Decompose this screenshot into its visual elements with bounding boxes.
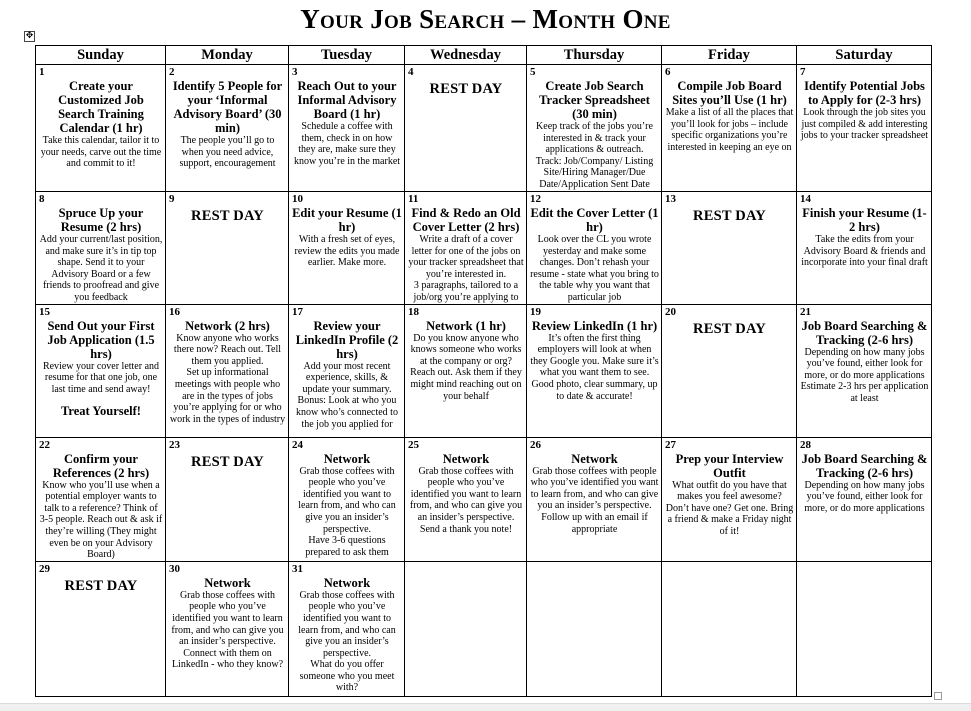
day-number: 29 — [39, 562, 50, 575]
calendar-day-cell[interactable] — [405, 192, 527, 305]
cell-content — [530, 65, 659, 191]
cell-content — [665, 192, 794, 304]
cell-content — [665, 438, 794, 561]
task-description: Take this calendar, tailor it to your needs, carve out the time and commit to it! — [40, 135, 162, 170]
day-number: 20 — [665, 305, 676, 318]
calendar-day-cell[interactable] — [289, 304, 405, 437]
calendar-day-cell[interactable] — [36, 65, 166, 192]
rest-day-label: REST DAY — [191, 453, 264, 470]
task-description: Know anyone who works there now? Reach out. Tell them you applied. Set up informational meetings with people who are in the types of jobs you’re applying for or who work in the types of industry — [169, 332, 286, 425]
day-number: 1 — [39, 66, 45, 78]
day-number: 7 — [800, 66, 806, 78]
calendar-day-cell[interactable] — [166, 192, 289, 305]
cell-content — [800, 192, 929, 304]
day-number: 19 — [530, 305, 541, 318]
cell-content — [530, 192, 659, 304]
task-title: Edit your Resume (1 hr) — [292, 206, 402, 234]
calendar-day-cell[interactable] — [289, 437, 405, 561]
day-number: 4 — [408, 66, 414, 78]
day-number: 11 — [408, 193, 419, 205]
rest-day-label: REST DAY — [693, 320, 766, 337]
task-title: Network — [571, 451, 618, 466]
calendar-day-cell[interactable] — [527, 304, 662, 437]
calendar-day-cell[interactable] — [662, 65, 797, 192]
task-description: Keep track of the jobs you’re interested in & track your applications & outreach. Track: Job/Company/ Listing Site/Hiring Manager/Due Date/Application Sent Date — [535, 121, 654, 190]
task-description: Take the edits from your Advisory Board & friends and incorporate into your final draft — [801, 234, 928, 269]
calendar-week-row — [36, 304, 932, 437]
calendar-day-cell[interactable] — [166, 561, 289, 696]
calendar-day-cell[interactable] — [36, 437, 166, 561]
calendar-day-cell[interactable] — [797, 192, 932, 305]
task-title: Create Job Search Tracker Spreadsheet (30 min) — [539, 79, 650, 121]
task-title: Finish your Resume (1- 2 hrs) — [802, 206, 927, 234]
cell-content — [169, 305, 286, 437]
task-title: Network — [323, 451, 371, 466]
day-number: 30 — [169, 562, 180, 575]
rest-day-label: REST DAY — [693, 208, 766, 224]
calendar-day-cell[interactable] — [289, 65, 405, 192]
task-title: Job Board Searching & Tracking (2-6 hrs) — [801, 318, 928, 347]
cell-content — [408, 438, 524, 561]
rest-day-label: REST DAY — [429, 81, 503, 97]
calendar-day-cell[interactable] — [166, 437, 289, 561]
task-title: Find & Redo an Old Cover Letter (2 hrs) — [411, 206, 521, 234]
task-title: Review LinkedIn (1 hr) — [531, 318, 658, 333]
task-description: Grab those coffees with people who you’ve identified you want to learn from, and who can give you an insider’s perspective. Connect with them on LinkedIn - who they know? — [171, 589, 284, 671]
cell-content — [292, 305, 402, 437]
calendar-day-cell[interactable] — [289, 192, 405, 305]
calendar-week-row — [36, 437, 932, 561]
task-description: Grab those coffees with people who you’ve identified you want to learn from, and who can give you an insider’s perspective. Have 3-6 questions prepared to ask them — [298, 465, 396, 558]
task-title: Reach Out to your Informal Advisory Board (1 hr) — [297, 79, 397, 121]
task-description: Add your current/last position, and make sure it’s in tip top shape. Send it to your Advisory Board or a few friends to proofread and give you feedback — [39, 234, 163, 303]
cell-content — [408, 562, 524, 696]
day-number: 24 — [292, 438, 303, 451]
task-title: Network — [442, 451, 490, 466]
task-title: Create your Customized Job Search Training Calendar (1 hr) — [58, 79, 144, 135]
table-resize-handle[interactable] — [934, 692, 942, 700]
calendar-day-cell[interactable] — [36, 304, 166, 437]
task-title: Review your LinkedIn Profile (2 hrs) — [295, 318, 399, 361]
weekday-header: Thursday — [527, 46, 662, 65]
task-description: It’s often the first thing employers will look at when they Google you. Make sure it’s what you want them to see. Good photo, clear summary, up to date & accurate! — [530, 332, 659, 402]
calendar-day-cell[interactable] — [527, 65, 662, 192]
task-description: Grab those coffees with people who you’ve identified you want to learn from, and who can give you an insider’s perspective. What do you offer someone who you meet with? — [298, 589, 396, 694]
weekday-header: Saturday — [797, 46, 932, 65]
task-title: Network (2 hrs) — [185, 318, 270, 333]
task-title: Compile Job Board Sites you’ll Use (1 hr) — [672, 79, 787, 107]
calendar-table — [35, 45, 932, 697]
weekday-header: Friday — [662, 46, 797, 65]
page-title: Your Job Search – Month One — [300, 4, 671, 34]
day-number: 23 — [169, 438, 180, 451]
task-title: Network (1 hr) — [426, 318, 506, 333]
cell-content — [39, 438, 163, 561]
calendar-empty-cell[interactable] — [662, 561, 797, 696]
cell-content — [292, 438, 402, 561]
task-description: Look through the job sites you just compiled & add interesting jobs to your tracker spreadsheet — [800, 107, 929, 142]
cell-content — [408, 305, 524, 437]
cell-content — [169, 192, 286, 304]
calendar-day-cell[interactable] — [527, 437, 662, 561]
cell-content — [800, 305, 929, 437]
calendar-day-cell[interactable] — [166, 304, 289, 437]
day-number: 13 — [665, 193, 676, 205]
day-number: 17 — [292, 305, 303, 318]
calendar-day-cell[interactable] — [166, 65, 289, 192]
day-number: 27 — [665, 438, 676, 451]
cell-content — [169, 438, 286, 561]
task-description: Do you know anyone who knows someone who works at the company or org? Reach out. Ask them if they might mind reaching out on your behalf — [410, 332, 522, 402]
task-title: Confirm your References (2 hrs) — [52, 451, 150, 480]
day-number: 10 — [292, 193, 303, 205]
day-number: 28 — [800, 438, 811, 451]
weekday-header: Monday — [166, 46, 289, 65]
task-description: Depending on how many jobs you’ve found, either look for more, or do more applications — [804, 479, 925, 514]
calendar-empty-cell[interactable] — [797, 561, 932, 696]
cell-content — [292, 562, 402, 696]
calendar-week-row — [36, 192, 932, 305]
day-number: 2 — [169, 66, 175, 78]
day-number: 15 — [39, 305, 50, 318]
calendar-day-cell[interactable] — [36, 561, 166, 696]
rest-day-label: REST DAY — [64, 577, 138, 594]
task-description: Depending on how many jobs you’ve found, either look for more, or do more applications Estimate 2-3 hrs per application at least — [800, 346, 929, 404]
cell-content — [665, 562, 794, 696]
weekday-header: Sunday — [36, 46, 166, 65]
task-description: Add your most recent experience, skills, & update your summary. Bonus: Look at who you know who’s connected to the job you applied for — [296, 360, 398, 430]
calendar-day-cell[interactable] — [797, 437, 932, 561]
task-title: Send Out your First Job Application (1.5 hrs) — [47, 318, 155, 361]
task-description: What outfit do you have that makes you feel awesome? Don’t have one? Get one. Bring a friend & make a Friday night of it! — [665, 479, 794, 537]
task-title: Identify Potential Jobs to Apply for (2-3 hrs) — [804, 79, 925, 107]
task-description: Schedule a coffee with them, check in on how they are, make sure they know you’re in the market — [293, 121, 401, 167]
day-number: 6 — [665, 66, 671, 78]
task-extra-note: Treat Yourself! — [61, 404, 141, 419]
task-description: Grab those coffees with people who you’ve identified you want to learn from, and who can give you an insider’s perspective. Follow up with an email if appropriate — [530, 465, 659, 535]
task-description: Review your cover letter and resume for that one job, one last time and send away! — [42, 360, 160, 395]
cell-content — [530, 438, 659, 561]
weekday-header: Tuesday — [289, 46, 405, 65]
cell-content — [169, 65, 286, 191]
day-number: 14 — [800, 193, 811, 205]
task-title: Spruce Up your Resume (2 hrs) — [58, 206, 144, 234]
day-number: 12 — [530, 193, 541, 205]
calendar-day-cell[interactable] — [405, 437, 527, 561]
task-title: Network — [323, 575, 371, 590]
cell-content — [408, 65, 524, 191]
table-move-handle-icon[interactable]: ✥ — [25, 31, 34, 41]
rest-day-label: REST DAY — [191, 208, 264, 224]
day-number: 9 — [169, 193, 175, 205]
cell-content — [665, 65, 794, 191]
task-description: Make a list of all the places that you’ll look for jobs – include specific organizations you’re interested in keeping an eye on — [665, 107, 794, 153]
cell-content — [800, 438, 929, 561]
day-number: 26 — [530, 438, 541, 451]
calendar-week-row — [36, 561, 932, 696]
bottom-ruler — [0, 703, 971, 711]
day-number: 22 — [39, 438, 50, 451]
day-number: 8 — [39, 193, 45, 205]
cell-content — [530, 562, 659, 696]
task-description: Write a draft of a cover letter for one of the jobs on your tracker spreadsheet that you’re interested in. 3 paragraphs, tailored to a job/org you’re applying to — [408, 234, 524, 303]
task-title: Network — [204, 575, 251, 590]
task-description: Look over the CL you wrote yesterday and make some changes. Don’t rehash your resume - state what you bring to the table why you want that particular job — [530, 234, 659, 303]
day-number: 25 — [408, 438, 419, 451]
calendar-empty-cell[interactable] — [527, 561, 662, 696]
day-number: 16 — [169, 305, 180, 318]
calendar-day-cell[interactable] — [405, 304, 527, 437]
cell-content — [292, 192, 402, 304]
cell-content — [39, 562, 163, 696]
task-title: Identify 5 People for your ‘Informal Advisory Board’ (30 min) — [172, 79, 283, 135]
day-number: 18 — [408, 305, 419, 318]
task-title: Edit the Cover Letter (1 hr) — [530, 206, 659, 234]
calendar-empty-cell[interactable] — [405, 561, 527, 696]
calendar-day-cell[interactable] — [662, 304, 797, 437]
cell-content — [800, 562, 929, 696]
day-number: 31 — [292, 562, 303, 575]
day-number: 21 — [800, 305, 811, 318]
cell-content — [169, 562, 286, 696]
cell-content — [39, 305, 163, 437]
calendar-day-cell[interactable] — [797, 65, 932, 192]
cell-content — [39, 192, 163, 304]
cell-content — [800, 65, 929, 191]
task-description: With a fresh set of eyes, review the edits you made earlier. Make more. — [294, 234, 400, 269]
calendar-day-cell[interactable] — [405, 65, 527, 192]
calendar-day-cell[interactable] — [662, 437, 797, 561]
cell-content — [292, 65, 402, 191]
cell-content — [530, 305, 659, 437]
weekday-header-row — [36, 46, 932, 65]
calendar-day-cell[interactable] — [527, 192, 662, 305]
day-number: 5 — [530, 66, 536, 78]
cell-content — [408, 192, 524, 304]
task-title: Job Board Searching & Tracking (2-6 hrs) — [801, 451, 928, 480]
calendar-week-row — [36, 65, 932, 192]
calendar-day-cell[interactable] — [797, 304, 932, 437]
task-description: Grab those coffees with people who you’ve identified you want to learn from, and who can give you an insider’s perspective. Send a thank you note! — [409, 465, 523, 535]
task-description: The people you’ll go to when you need advice, support, encouragement — [179, 135, 276, 170]
calendar-day-cell[interactable] — [289, 561, 405, 696]
day-number: 3 — [292, 66, 298, 78]
cell-content — [665, 305, 794, 437]
calendar-day-cell[interactable] — [662, 192, 797, 305]
task-description: Know who you’ll use when a potential employer wants to talk to a reference? Think of 3-5 people. Reach out & ask if they’re willing (They might even be on your Advisory Board) — [39, 479, 163, 561]
task-title: Prep your Interview Outfit — [675, 451, 784, 480]
cell-content — [39, 65, 163, 191]
weekday-header: Wednesday — [405, 46, 527, 65]
calendar-day-cell[interactable] — [36, 192, 166, 305]
